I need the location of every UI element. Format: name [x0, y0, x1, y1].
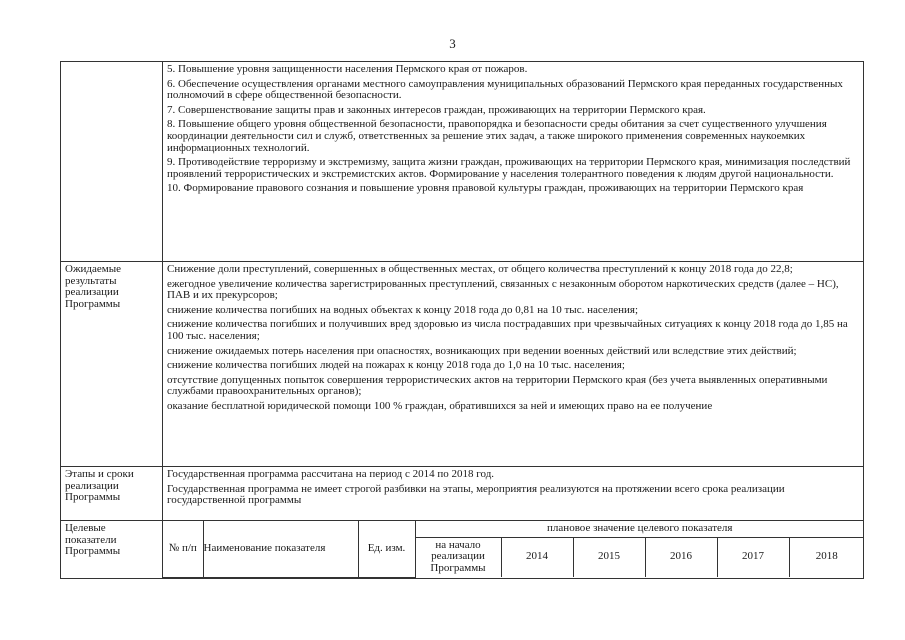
year-header-2018: 2018	[789, 537, 864, 577]
result-item: снижение количества погибших и получивших вред здоровью из числа пострадавших при чрезвычайных ситуациях к концу 2018 года до 1,85 на 100 тыс. населения;	[167, 318, 848, 342]
target-indicators-table-cell	[163, 521, 864, 579]
stage-item: Государственная программа рассчитана на период с 2014 по 2018 год.	[167, 468, 495, 480]
stages-label: Этапы и сроки реализации Программы	[61, 467, 163, 521]
result-item: оказание бесплатной юридической помощи 100 % граждан, обратившихся за ней и имеющих право на ее получение	[167, 399, 713, 412]
task-item: 10. Формирование правового сознания и повышение уровня правовой культуры граждан, проживающих на территории Пермского края	[167, 182, 804, 195]
stages-row	[61, 467, 864, 521]
year-header-2017: 2017	[717, 537, 789, 577]
year-header-2015: 2015	[573, 537, 645, 577]
col-name-header: Наименование показателя	[203, 521, 358, 577]
tasks-content	[163, 62, 864, 262]
year-header-2016: 2016	[645, 537, 717, 577]
task-item: 8. Повышение общего уровня общественной безопасности, правопорядка и безопасности среды обитания за счет существенного улучшения координации деятельности сил и служб, ответственных за решение этих задач, а также широкого применения современных наукоемких информационных технологий.	[167, 118, 827, 154]
expected-results-row	[61, 262, 864, 467]
result-item: снижение количества погибших на водных объектах к концу 2018 года до 0,81 на 10 тыс. населения;	[167, 303, 639, 316]
program-passport-table	[60, 61, 864, 579]
result-item: Снижение доли преступлений, совершенных в общественных местах, от общего количества преступлений к концу 2018 года до 22,8;	[167, 263, 793, 275]
page-number: 3	[449, 36, 456, 51]
task-item: 6. Обеспечение осуществления органами местного самоуправления муниципальных образований Пермского края переданных государственных полномочий в сфере общественной безопасности.	[167, 77, 843, 102]
result-item: снижение ожидаемых потерь населения при опасностях, возникающих при ведении военных действий или вследствие этих действий;	[167, 344, 797, 357]
col-start-header: на начало реализации Программы	[415, 537, 501, 577]
task-item: 9. Противодействие терроризму и экстремизму, защита жизни граждан, проживающих на территории Пермского края, минимизация последствий проявлений террористических и экстремистских актов. Формирование у населения толерантного поведения к людям другой национальности.	[167, 156, 851, 180]
task-item: 7. Совершенствование защиты прав и законных интересов граждан, проживающих на территории Пермского края.	[167, 103, 706, 116]
tasks-row	[61, 62, 864, 262]
col-num-header: № п/п	[163, 521, 203, 577]
stage-item: Государственная программа не имеет строгой разбивки на этапы, мероприятия реализуются на протяжении всего срока реализации государственной программы	[167, 482, 785, 507]
year-header-2014: 2014	[501, 537, 573, 577]
col-unit-header: Ед. изм.	[358, 521, 415, 577]
tasks-label	[61, 62, 163, 262]
expected-results-content	[163, 262, 864, 467]
stages-content	[163, 467, 864, 521]
planned-value-header: плановое значение целевого показателя	[415, 521, 864, 537]
target-indicators-label: Целевые показатели Программы	[61, 521, 163, 579]
indicators-table	[163, 521, 864, 578]
task-item: 5. Повышение уровня защищенности населения Пермского края от пожаров.	[167, 63, 528, 75]
target-indicators-row	[61, 521, 864, 579]
result-item: ежегодное увеличение количества зарегистрированных преступлений, связанных с незаконным оборотом наркотических средств (далее – НС), ПАВ и их прекурсоров;	[167, 277, 839, 302]
result-item: отсутствие допущенных попыток совершения террористических актов на территории Пермского края (без учета выявленных оперативными службами правоохранительных органов);	[167, 373, 828, 398]
expected-results-label: Ожидаемые результаты реализации Программы	[61, 262, 163, 467]
result-item: снижение количества погибших людей на пожарах к концу 2018 года до 1,0 на 10 тыс. населения;	[167, 359, 625, 372]
